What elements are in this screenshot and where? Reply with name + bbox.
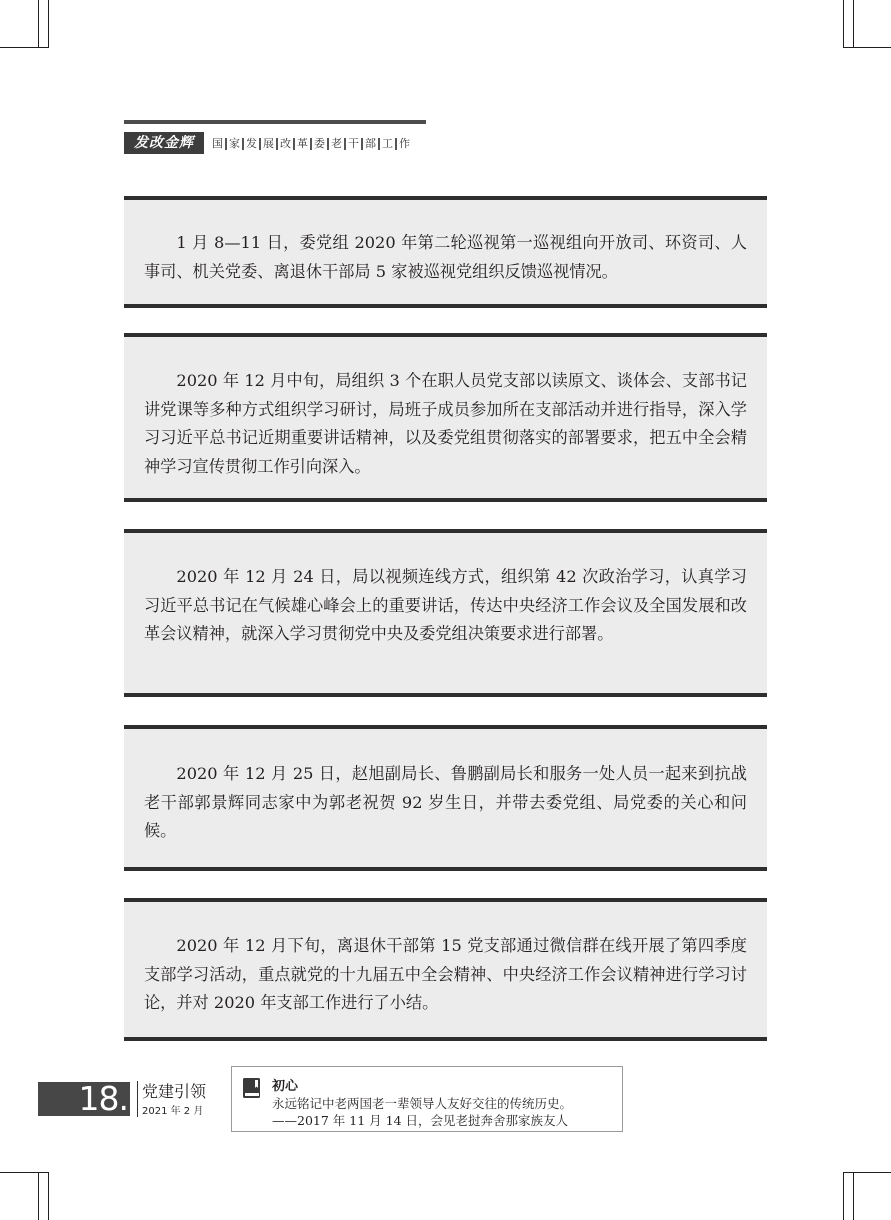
issue-date: 2021 年 2 月 [142,1106,204,1117]
tagline-char: 工 [378,138,395,150]
tagline-char: 发 [242,138,259,150]
news-item-5 [124,898,767,1041]
news-text: 2020 年 12 月 24 日，局以视频连线方式，组织第 42 次政治学习，认真学习习近平总书记在气候雄心峰会上的重要讲话，传达中央经济工作会议及全国发展和改革会议精神，就深入学习贯彻党中央及委党组决策要求进行部署。 [144,567,747,643]
news-text: 2020 年 12 月中旬，局组织 3 个在职人员党支部以读原文、谈体会、支部书记讲党课等多种方式组织学习研讨，局班子成员参加所在支部活动并进行指导，深入学习习近平总书记近期重要讲话精神，以及委党组贯彻落实的部署要求，把五中全会精神学习宣传贯彻工作引向深入。 [144,371,747,476]
news-item-4 [124,725,767,871]
news-item-3 [124,529,767,697]
news-text: 2020 年 12 月下旬，离退休干部第 15 党支部通过微信群在线开展了第四季度支部学习活动，重点就党的十九届五中全会精神、中央经济工作会议精神进行学习讨论，并对 2020 年支部工作进行了小结。 [144,936,747,1012]
tagline-char: 作 [395,138,412,150]
quote-source: ——2017 年 11 月 14 日，会见老挝奔舍那家族友人 [272,1113,568,1128]
news-text: 2020 年 12 月 25 日，赵旭副局长、鲁鹏副局长和服务一处人员一起来到抗战老干部郭景辉同志家中为郭老祝贺 92 岁生日，并带去委党组、局党委的关心和问候。 [144,764,747,840]
magazine-title: 党建引领 [142,1082,207,1101]
footer-divider [137,1081,138,1117]
quote-title: 初心 [272,1079,299,1094]
quote-text: 永远铭记中老两国老一辈领导人友好交往的传统历史。 [272,1096,573,1111]
column-logo: 发改金辉 [124,132,204,154]
tagline-char: 展 [259,138,276,150]
page-number: 18. [38,1082,130,1116]
news-item-2 [124,333,767,502]
quote-box [231,1066,623,1132]
tagline-char: 老 [327,138,344,150]
tagline-char: 改 [276,138,293,150]
tagline-char: 委 [310,138,327,150]
news-text: 1 月 8—11 日，委党组 2020 年第二轮巡视第一巡视组向开放司、环资司、人事司、机关党委、离退休干部局 5 家被巡视党组织反馈巡视情况。 [144,233,747,281]
news-item-1 [124,196,767,308]
tagline-char: 革 [293,138,310,150]
tagline-char: 干 [344,138,361,150]
tagline-char: 部 [361,138,378,150]
header-rule [124,120,426,124]
tagline-char: 国 [212,137,223,150]
header-tagline [212,136,412,152]
tagline-char: 家 [225,138,242,150]
book-icon [242,1077,261,1099]
